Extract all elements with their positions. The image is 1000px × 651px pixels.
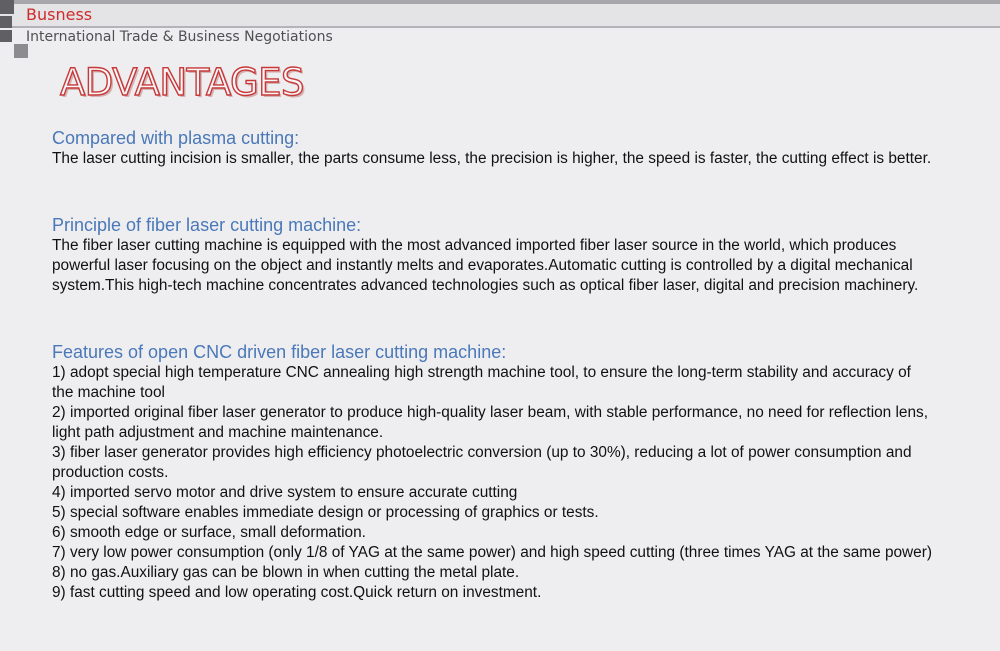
- decor-square: [0, 30, 12, 42]
- feature-list: [52, 363, 932, 603]
- section-principle: [52, 215, 932, 296]
- brand-tagline: International Trade & Business Negotiations: [26, 29, 333, 45]
- section-plasma-comparison: [52, 128, 932, 169]
- feature-item: 9) fast cutting speed and low operating cost.Quick return on investment.: [52, 584, 542, 601]
- brand-name: Busness: [26, 5, 93, 24]
- feature-item: 1) adopt special high temperature CNC annealing high strength machine tool, to ensure the long-term stability and accuracy of the machine tool: [52, 364, 911, 401]
- feature-item: 4) imported servo motor and drive system to ensure accurate cutting: [52, 484, 518, 501]
- feature-item: 3) fiber laser generator provides high efficiency photoelectric conversion (up to 30%), reducing a lot of power consumption and production costs.: [52, 444, 912, 481]
- page-title: ADVANTAGES: [60, 61, 305, 104]
- feature-item: 2) imported original fiber laser generator to produce high-quality laser beam, with stable performance, no need for reflection lens, light path adjustment and machine maintenance.: [52, 404, 929, 441]
- feature-item: 7) very low power consumption (only 1/8 of YAG at the same power) and high speed cutting (three times YAG at the same power): [52, 544, 932, 561]
- header-band: [0, 4, 1000, 28]
- feature-item: 8) no gas.Auxiliary gas can be blown in when cutting the metal plate.: [52, 564, 520, 581]
- decor-square: [0, 16, 12, 28]
- decor-square: [14, 44, 28, 58]
- section-heading: Features of open CNC driven fiber laser cutting machine:: [52, 342, 507, 362]
- section-body: The fiber laser cutting machine is equipped with the most advanced imported fiber laser source in the world, which produces powerful laser focusing on the object and instantly melts and evaporates.Automatic cutting is controlled by a digital mechanical system.This high-tech machine concentrates advanced technologies such as optical fiber laser, digital and precision machinery.: [52, 237, 919, 294]
- section-features: [52, 342, 932, 603]
- section-body: The laser cutting incision is smaller, the parts consume less, the precision is higher, the speed is faster, the cutting effect is better.: [52, 150, 932, 167]
- feature-item: 6) smooth edge or surface, small deformation.: [52, 524, 366, 541]
- section-heading: Principle of fiber laser cutting machine:: [52, 215, 362, 235]
- feature-item: 5) special software enables immediate design or processing of graphics or tests.: [52, 504, 599, 521]
- section-heading: Compared with plasma cutting:: [52, 128, 300, 148]
- decor-square: [0, 0, 14, 14]
